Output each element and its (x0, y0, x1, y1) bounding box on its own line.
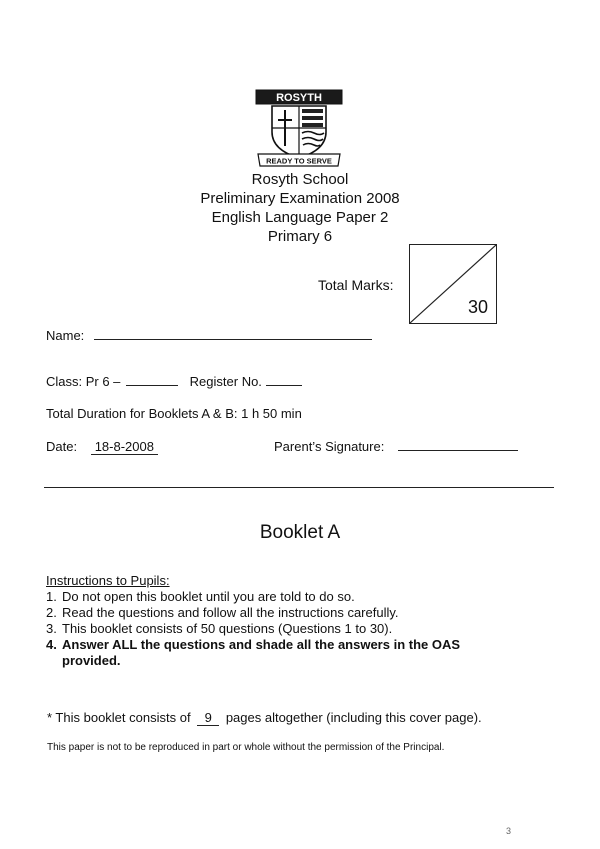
crest-top-banner-text: ROSYTH (276, 92, 322, 104)
name-row (46, 328, 372, 343)
signature-row (274, 439, 518, 454)
instruction-item: 1. Do not open this booklet until you are told to do so. (46, 589, 355, 604)
class-row (46, 374, 302, 389)
school-name: Rosyth School (251, 171, 349, 188)
page-count-value: 9 (197, 710, 219, 726)
page-mark: 3 (506, 826, 512, 836)
level-title: Primary 6 (267, 228, 333, 245)
total-marks-label: Total Marks: (318, 277, 394, 293)
page-count-prefix: * This booklet consists of (47, 710, 191, 725)
crest-motto-text: READY TO SERVE (266, 156, 332, 166)
crest-shield-icon (248, 88, 350, 168)
class-line[interactable] (126, 385, 178, 386)
instructions-block (46, 573, 522, 669)
date-label: Date: (46, 439, 78, 454)
section-divider (44, 487, 554, 488)
date-row (46, 439, 158, 455)
booklet-title: Booklet A (259, 522, 341, 543)
page-count-suffix: pages altogether (including this cover page). (225, 710, 482, 725)
school-crest (248, 88, 350, 168)
instruction-item: 4. Answer ALL the questions and shade all the answers in the OAS provided. (46, 637, 461, 668)
name-label: Name: (46, 328, 85, 343)
duration-text: Total Duration for Booklets A & B: 1 h 50 min (46, 406, 302, 421)
instruction-item: 2. Read the questions and follow all the instructions carefully. (46, 605, 399, 620)
signature-line[interactable] (398, 450, 518, 451)
register-label: Register No. (189, 374, 262, 389)
class-label: Class: Pr 6 – (46, 374, 121, 389)
name-line[interactable] (94, 339, 372, 340)
date-value: 18-8-2008 (91, 439, 158, 455)
register-line[interactable] (266, 385, 302, 386)
paper-title: English Language Paper 2 (211, 209, 389, 226)
instructions-heading: Instructions to Pupils: (46, 573, 170, 588)
copyright-notice: This paper is not to be reproduced in part or whole without the permission of the Principal. (47, 742, 445, 753)
page-count-note (47, 710, 482, 726)
exam-title: Preliminary Examination 2008 (200, 190, 400, 207)
total-marks-box (409, 244, 497, 324)
instructions-list (46, 589, 522, 669)
signature-label: Parent’s Signature: (274, 439, 385, 454)
total-marks-value: 30 (467, 297, 488, 317)
instruction-item: 3. This booklet consists of 50 questions (Questions 1 to 30). (46, 621, 393, 636)
